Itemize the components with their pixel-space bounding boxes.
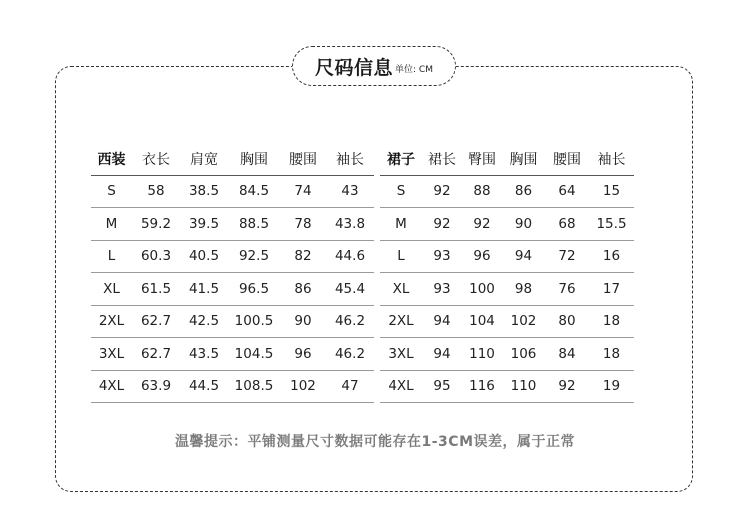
skirt-measurement-cell: 16 bbox=[589, 240, 634, 273]
table-row bbox=[91, 208, 374, 241]
suit-size-label: L bbox=[91, 240, 132, 273]
skirt-measurement-cell: 15.5 bbox=[589, 208, 634, 241]
skirt-column-header: 胸围 bbox=[502, 143, 545, 175]
skirt-measurement-cell: 116 bbox=[462, 370, 502, 403]
suit-measurement-cell: 44.5 bbox=[180, 370, 228, 403]
skirt-measurement-cell: 19 bbox=[589, 370, 634, 403]
table-row bbox=[380, 338, 634, 371]
skirt-measurement-cell: 18 bbox=[589, 305, 634, 338]
skirt-measurement-cell: 92 bbox=[545, 370, 589, 403]
skirt-measurement-cell: 84 bbox=[545, 338, 589, 371]
suit-measurement-cell: 43.8 bbox=[326, 208, 374, 241]
skirt-measurement-cell: 92 bbox=[462, 208, 502, 241]
skirt-column-header: 袖长 bbox=[589, 143, 634, 175]
skirt-measurement-cell: 92 bbox=[422, 175, 462, 208]
suit-size-label: XL bbox=[91, 273, 132, 306]
skirt-measurement-cell: 110 bbox=[462, 338, 502, 371]
skirt-measurement-cell: 88 bbox=[462, 175, 502, 208]
table-row bbox=[380, 273, 634, 306]
table-row bbox=[380, 240, 634, 273]
skirt-measurement-cell: 93 bbox=[422, 273, 462, 306]
suit-measurement-cell: 63.9 bbox=[132, 370, 180, 403]
skirt-measurement-cell: 64 bbox=[545, 175, 589, 208]
suit-measurement-cell: 41.5 bbox=[180, 273, 228, 306]
table-row bbox=[380, 305, 634, 338]
suit-measurement-cell: 46.2 bbox=[326, 338, 374, 371]
suit-measurement-cell: 86 bbox=[280, 273, 326, 306]
skirt-measurement-cell: 106 bbox=[502, 338, 545, 371]
skirt-size-table bbox=[380, 143, 634, 403]
suit-measurement-cell: 44.6 bbox=[326, 240, 374, 273]
suit-measurement-cell: 92.5 bbox=[228, 240, 280, 273]
suit-measurement-cell: 60.3 bbox=[132, 240, 180, 273]
suit-measurement-cell: 61.5 bbox=[132, 273, 180, 306]
suit-measurement-cell: 42.5 bbox=[180, 305, 228, 338]
suit-size-table bbox=[91, 143, 374, 403]
table-row bbox=[91, 240, 374, 273]
skirt-measurement-cell: 80 bbox=[545, 305, 589, 338]
skirt-measurement-cell: 94 bbox=[422, 305, 462, 338]
suit-measurement-cell: 62.7 bbox=[132, 305, 180, 338]
suit-measurement-cell: 46.2 bbox=[326, 305, 374, 338]
skirt-column-header: 裙子 bbox=[380, 143, 422, 175]
suit-measurement-cell: 108.5 bbox=[228, 370, 280, 403]
skirt-size-label: XL bbox=[380, 273, 422, 306]
suit-measurement-cell: 88.5 bbox=[228, 208, 280, 241]
suit-measurement-cell: 90 bbox=[280, 305, 326, 338]
suit-size-label: 3XL bbox=[91, 338, 132, 371]
suit-measurement-cell: 47 bbox=[326, 370, 374, 403]
suit-size-label: S bbox=[91, 175, 132, 208]
suit-size-label: 4XL bbox=[91, 370, 132, 403]
suit-column-header: 胸围 bbox=[228, 143, 280, 175]
skirt-column-header: 裙长 bbox=[422, 143, 462, 175]
skirt-measurement-cell: 92 bbox=[422, 208, 462, 241]
skirt-measurement-cell: 18 bbox=[589, 338, 634, 371]
table-row bbox=[91, 175, 374, 208]
size-info-title-badge bbox=[292, 46, 456, 86]
skirt-measurement-cell: 90 bbox=[502, 208, 545, 241]
suit-measurement-cell: 82 bbox=[280, 240, 326, 273]
skirt-size-label: 2XL bbox=[380, 305, 422, 338]
page-title: 尺码信息 bbox=[315, 56, 394, 79]
skirt-measurement-cell: 100 bbox=[462, 273, 502, 306]
suit-measurement-cell: 102 bbox=[280, 370, 326, 403]
skirt-size-label: 3XL bbox=[380, 338, 422, 371]
table-row bbox=[91, 370, 374, 403]
table-row bbox=[91, 305, 374, 338]
suit-table-header-row bbox=[91, 143, 374, 175]
skirt-measurement-cell: 96 bbox=[462, 240, 502, 273]
skirt-table-header-row bbox=[380, 143, 634, 175]
suit-column-header: 袖长 bbox=[326, 143, 374, 175]
skirt-measurement-cell: 17 bbox=[589, 273, 634, 306]
suit-measurement-cell: 43 bbox=[326, 175, 374, 208]
suit-column-header: 衣长 bbox=[132, 143, 180, 175]
suit-column-header: 西装 bbox=[91, 143, 132, 175]
skirt-measurement-cell: 98 bbox=[502, 273, 545, 306]
skirt-measurement-cell: 76 bbox=[545, 273, 589, 306]
skirt-measurement-cell: 93 bbox=[422, 240, 462, 273]
suit-measurement-cell: 62.7 bbox=[132, 338, 180, 371]
suit-column-header: 腰围 bbox=[280, 143, 326, 175]
suit-measurement-cell: 40.5 bbox=[180, 240, 228, 273]
skirt-measurement-cell: 86 bbox=[502, 175, 545, 208]
skirt-size-label: S bbox=[380, 175, 422, 208]
skirt-measurement-cell: 95 bbox=[422, 370, 462, 403]
skirt-column-header: 腰围 bbox=[545, 143, 589, 175]
suit-measurement-cell: 84.5 bbox=[228, 175, 280, 208]
suit-measurement-cell: 78 bbox=[280, 208, 326, 241]
suit-measurement-cell: 45.4 bbox=[326, 273, 374, 306]
skirt-measurement-cell: 68 bbox=[545, 208, 589, 241]
table-row bbox=[380, 208, 634, 241]
table-row bbox=[91, 273, 374, 306]
suit-column-header: 肩宽 bbox=[180, 143, 228, 175]
skirt-size-label: L bbox=[380, 240, 422, 273]
skirt-measurement-cell: 102 bbox=[502, 305, 545, 338]
suit-size-label: M bbox=[91, 208, 132, 241]
suit-measurement-cell: 39.5 bbox=[180, 208, 228, 241]
table-row bbox=[380, 370, 634, 403]
skirt-measurement-cell: 94 bbox=[502, 240, 545, 273]
measurement-note: 温馨提示：平铺测量尺寸数据可能存在1-3CM误差，属于正常 bbox=[175, 434, 575, 450]
skirt-measurement-cell: 15 bbox=[589, 175, 634, 208]
skirt-column-header: 臀围 bbox=[462, 143, 502, 175]
suit-measurement-cell: 104.5 bbox=[228, 338, 280, 371]
table-row bbox=[380, 175, 634, 208]
skirt-measurement-cell: 72 bbox=[545, 240, 589, 273]
suit-measurement-cell: 74 bbox=[280, 175, 326, 208]
skirt-measurement-cell: 110 bbox=[502, 370, 545, 403]
suit-measurement-cell: 96 bbox=[280, 338, 326, 371]
suit-measurement-cell: 59.2 bbox=[132, 208, 180, 241]
table-row bbox=[91, 338, 374, 371]
suit-measurement-cell: 100.5 bbox=[228, 305, 280, 338]
suit-measurement-cell: 58 bbox=[132, 175, 180, 208]
suit-size-label: 2XL bbox=[91, 305, 132, 338]
suit-measurement-cell: 96.5 bbox=[228, 273, 280, 306]
skirt-size-label: M bbox=[380, 208, 422, 241]
skirt-size-label: 4XL bbox=[380, 370, 422, 403]
skirt-measurement-cell: 104 bbox=[462, 305, 502, 338]
suit-measurement-cell: 43.5 bbox=[180, 338, 228, 371]
unit-label: 单位: CM bbox=[395, 65, 433, 75]
suit-measurement-cell: 38.5 bbox=[180, 175, 228, 208]
skirt-measurement-cell: 94 bbox=[422, 338, 462, 371]
